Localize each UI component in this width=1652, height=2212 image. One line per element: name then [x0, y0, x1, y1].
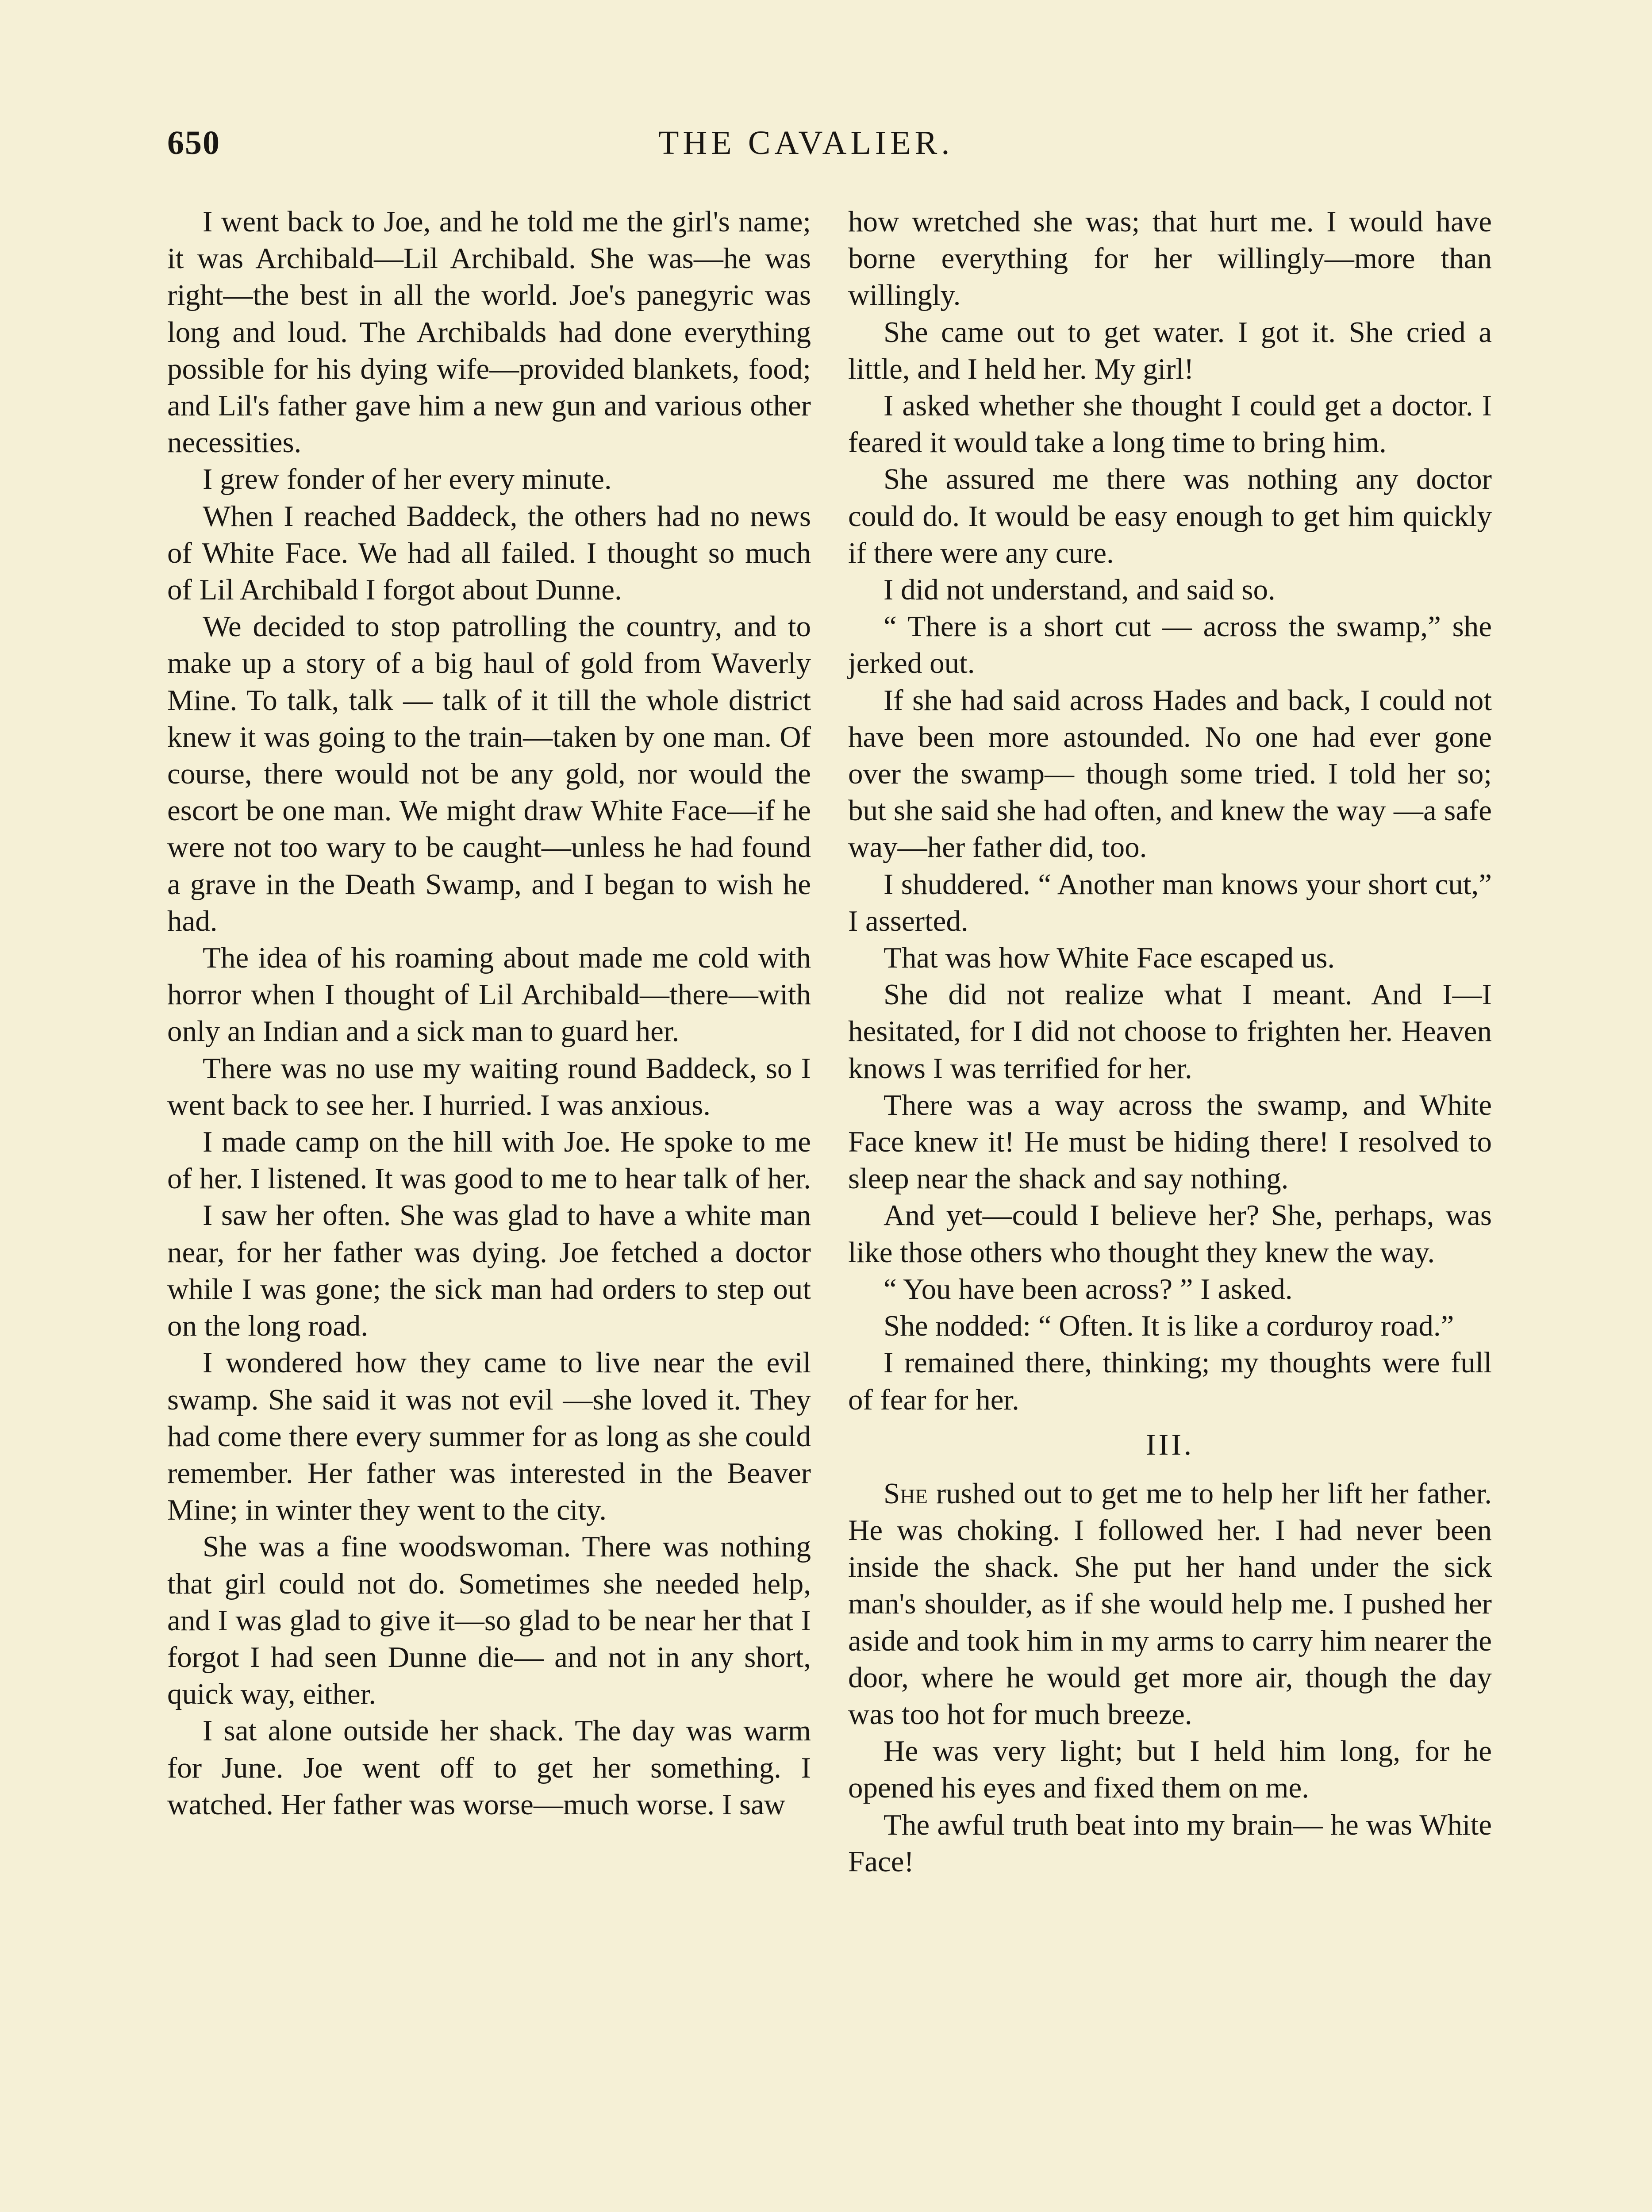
paragraph: I wondered how they came to live near the evil swamp. She said it was not evil —she loved it. They had come there every summer for as long as she could remember. Her father was interested in the Beaver Mine; in winter they went to the city. — [167, 1346, 811, 1527]
paragraph: “ There is a short cut — across the swamp,” she jerked out. — [848, 610, 1492, 680]
paragraph: There was no use my waiting round Baddeck, so I went back to see her. I hurried. I was anxious. — [167, 1052, 811, 1121]
paragraph: I saw her often. She was glad to have a white man near, for her father was dying. Joe fetched a doctor while I was gone; the sick man had orders to step out on the long road. — [167, 1199, 811, 1343]
paragraph: I remained there, thinking; my thoughts were full of fear for her. — [848, 1346, 1492, 1416]
paragraph: I grew fonder of her every minute. — [203, 463, 612, 496]
paragraph: I asked whether she thought I could get a doctor. I feared it would take a long time to bring him. — [848, 389, 1492, 459]
paragraph: She assured me there was nothing any doctor could do. It would be easy enough to get him quickly if there were any cure. — [848, 463, 1492, 569]
paragraph: She did not realize what I meant. And I—I hesitated, for I did not choose to frighten her. Heaven knows I was terrified for her. — [848, 978, 1492, 1085]
paragraph: When I reached Baddeck, the others had no news of White Face. We had all failed. I thought so much of Lil Archibald I forgot about Dunne. — [167, 499, 811, 607]
right-column — [848, 204, 1492, 1880]
paragraph: And yet—could I believe her? She, perhaps, was like those others who thought they knew the way. — [848, 1199, 1492, 1269]
paragraph: If she had said across Hades and back, I could not have been more astounded. No one had ever gone over the swamp— though some tried. I told her so; but she said she had often, and knew the way —a safe way—her father did, too. — [848, 684, 1492, 864]
paragraph: She came out to get water. I got it. She cried a little, and I held her. My girl! — [848, 315, 1492, 385]
paragraph: She was a fine woodswoman. There was nothing that girl could not do. Sometimes she needed help, and I was glad to give it—so glad to be near her that I forgot I had seen Dunne die— and not in any short, quick way, either. — [167, 1530, 811, 1711]
paragraph-text: rushed out to get me to help her lift her father. He was choking. I followed her. I had never been inside the shack. She put her hand under the sick man's shoulder, as if she would help me. I pushed her aside and took him in my arms to carry him nearer the door, where he would get more air, though the day was too hot for much breeze. — [848, 1477, 1492, 1731]
paragraph: We decided to stop patrolling the country, and to make up a story of a big haul of gold from Waverly Mine. To talk, talk — talk of it till the whole district knew it was going to the train—taken by one man. Of course, there would not be any gold, nor would the escort be one man. We might draw White Face—if he were not too wary to be caught—unless he had found a grave in the Death Swamp, and I began to wish he had. — [167, 610, 811, 937]
paragraph: I went back to Joe, and he told me the girl's name; it was Archibald—Lil Archibald. She was—he was right—the best in all the world. Joe's panegyric was long and loud. The Archibalds had done everything possible for his dying wife—provided blankets, food; and Lil's father gave him a new gun and various other necessities. — [167, 205, 811, 459]
paragraph: There was a way across the swamp, and White Face knew it! He must be hiding there! I resolved to sleep near the shack and say nothing. — [848, 1088, 1492, 1195]
paragraph: The idea of his roaming about made me cold with horror when I thought of Lil Archibald—there—with only an Indian and a sick man to guard her. — [167, 941, 811, 1048]
left-column — [167, 204, 811, 1823]
small-caps-lead: She — [884, 1477, 928, 1510]
paragraph — [848, 1475, 1492, 1733]
paragraph: “ You have been across? ” I asked. — [884, 1272, 1293, 1306]
paragraph: The awful truth beat into my brain— he was White Face! — [848, 1808, 1492, 1878]
paragraph: I did not understand, and said so. — [884, 573, 1275, 607]
paragraph: He was very light; but I held him long, for he opened his eyes and fixed them on me. — [848, 1735, 1492, 1805]
paragraph: That was how White Face escaped us. — [884, 941, 1335, 975]
paragraph: I sat alone outside her shack. The day was warm for June. Joe went off to get her something. I watched. Her father was worse—much worse. I saw — [167, 1714, 811, 1821]
paragraph: She nodded: “ Often. It is like a corduroy road.” — [884, 1310, 1454, 1343]
paragraph: how wretched she was; that hurt me. I would have borne everything for her willingly—more than willingly. — [848, 205, 1492, 312]
paragraph: I made camp on the hill with Joe. He spoke to me of her. I listened. It was good to me to hear talk of her. — [167, 1125, 811, 1195]
running-title: THE CAVALIER. — [658, 124, 954, 161]
page-header — [167, 119, 1494, 181]
page-number: 650 — [167, 124, 220, 161]
section-heading: III. — [1146, 1427, 1194, 1461]
paragraph: I shuddered. “ Another man knows your short cut,” I asserted. — [848, 868, 1492, 937]
